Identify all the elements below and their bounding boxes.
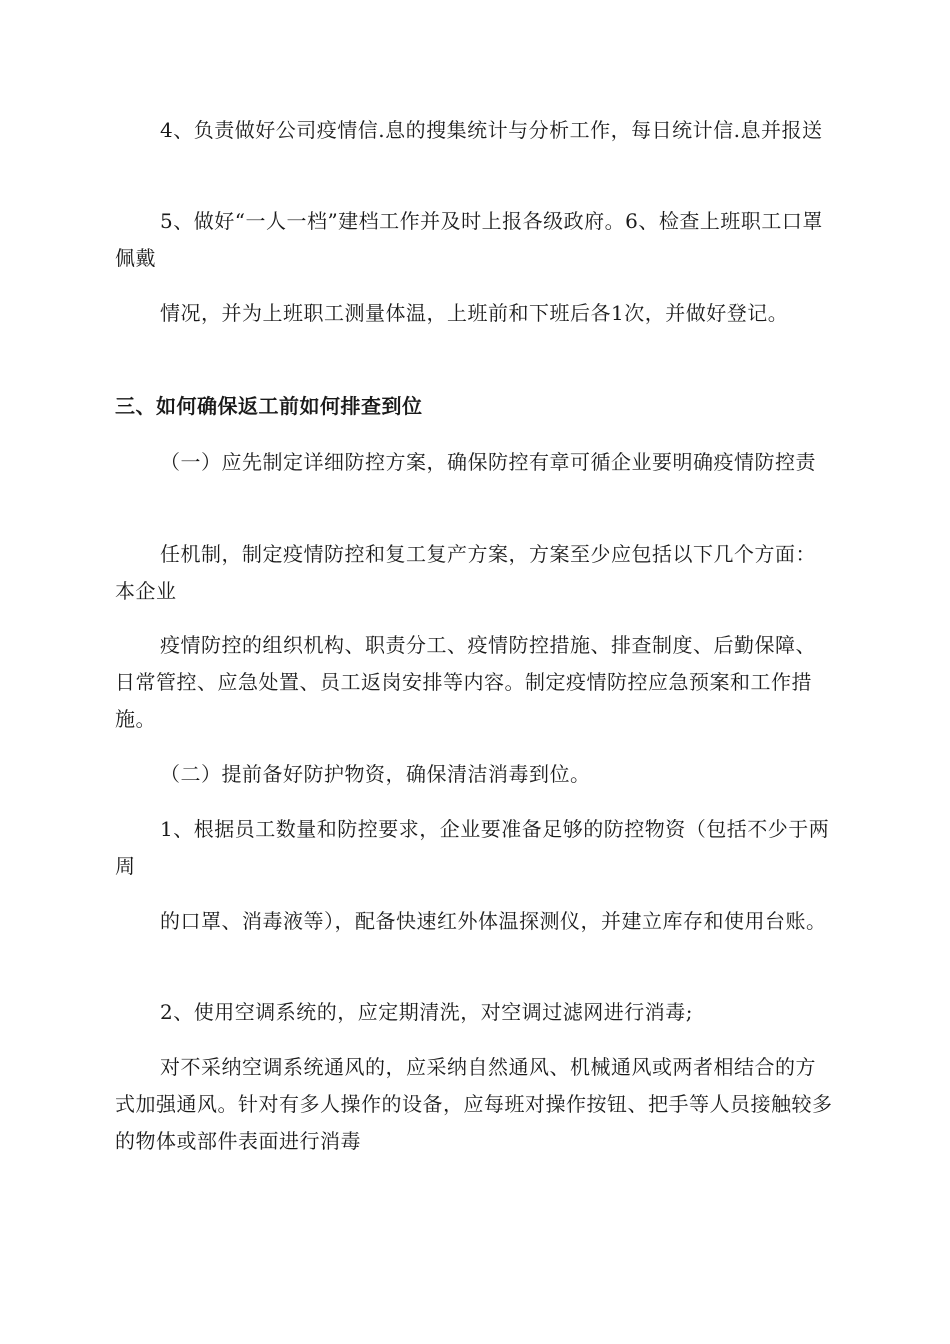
paragraph-item-6-continued: 情况，并为上班职工测量体温，上班前和下班后各1次，并做好登记。	[160, 301, 789, 325]
paragraph-item-2-continued: 对不采纳空调系统通风的，应采纳自然通风、机械通风或两者相结合的方式加强通风。针对有多人操作的设备，应每班对操作按钮、把手等人员接触较多的物体或部件表面进行消毒	[115, 1055, 833, 1153]
section-heading-3: 三、如何确保返工前如何排查到位	[115, 394, 423, 418]
paragraph-item-4: 4、负责做好公司疫情信.息的搜集统计与分析工作，每日统计信.息并报送	[160, 118, 823, 142]
paragraph-subsection-2: （二）提前备好防护物资，确保清洁消毒到位。	[160, 762, 591, 786]
paragraph-item-2: 2、使用空调系统的，应定期清洗，对空调过滤网进行消毒;	[160, 1000, 693, 1024]
paragraph-item-1: 1、根据员工数量和防控要求，企业要准备足够的防控物资（包括不少于两周	[115, 817, 830, 878]
paragraph-subsection-1: （一）应先制定详细防控方案，确保防控有章可循企业要明确疫情防控责	[160, 450, 816, 474]
paragraph-item-1-continued: 的口罩、消毒液等），配备快速红外体温探测仪，并建立库存和使用台账。	[160, 909, 827, 933]
paragraph-subsection-1-continued: 任机制，制定疫情防控和复工复产方案，方案至少应包括以下几个方面：本企业	[115, 542, 816, 603]
paragraph-subsection-1-details: 疫情防控的组织机构、职责分工、疫情防控措施、排查制度、后勤保障、日常管控、应急处置、员工返岗安排等内容。制定疫情防控应急预案和工作措施。	[115, 633, 816, 731]
paragraph-item-5-6: 5、做好“一人一档”建档工作并及时上报各级政府。6、检查上班职工口罩佩戴	[115, 209, 823, 270]
